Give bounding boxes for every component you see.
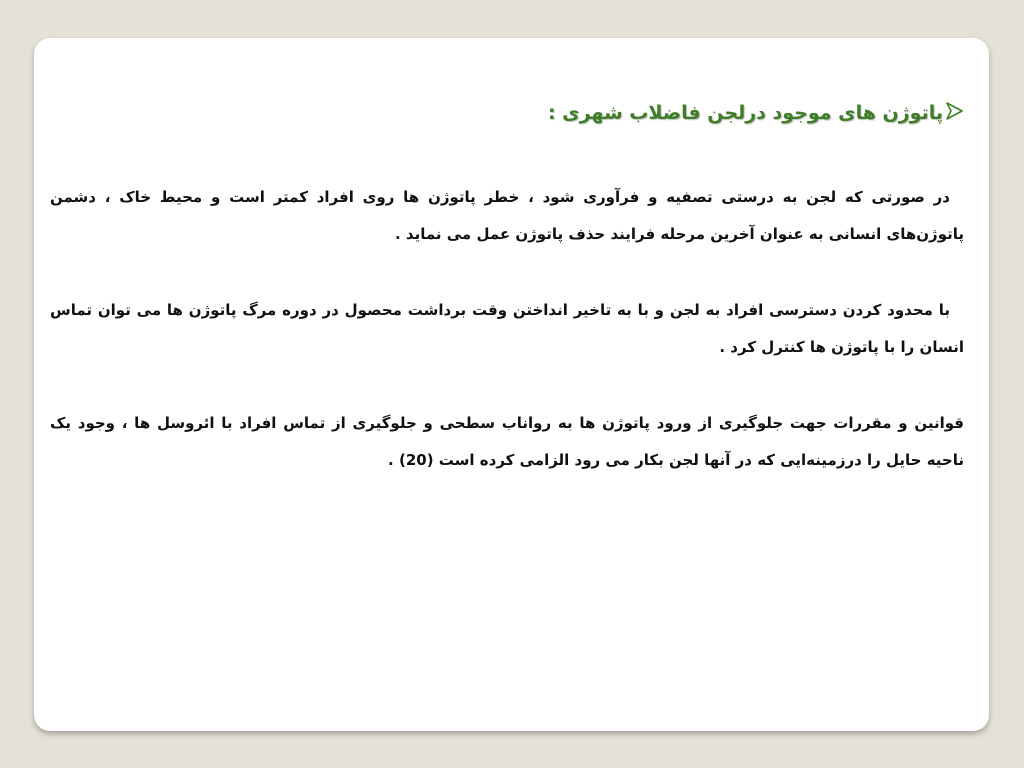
slide-panel xyxy=(34,38,989,731)
paragraph-3-text: قوانین و مقررات جهت جلوگیری از ورود پاتوژن ها به رواناب سطحی و جلوگیری از تماس افراد با ائروسل ها ، وجود یک ناحیه حایل را درزمینه‌ایی که در آنها لجن بکار می رود الزامی کرده است (20) . xyxy=(50,414,964,469)
slide-heading xyxy=(548,102,963,125)
arrow-bullet-icon xyxy=(945,102,963,125)
paragraph-1-text: در صورتی که لجن به درستی تصفیه و فرآوری شود ، خطر پاتوژن ها روی افراد کمتر است و محیط خاک ، دشمن پاتوژن‌های انسانی به عنوان آخرین مرحله فرایند حذف پاتوژن عمل می نماید . xyxy=(50,188,964,243)
paragraph-2 xyxy=(50,292,964,366)
heading-text: پاتوژن های موجود درلجن فاضلاب شهری : xyxy=(547,102,943,124)
paragraph-2-text: با محدود کردن دسترسی افراد به لجن و با به تاخیر انداختن وقت برداشت محصول در دوره مرگ پاتوژن ها می توان تماس انسان را با پاتوژن ها کنترل کرد . xyxy=(50,301,964,356)
paragraph-3 xyxy=(50,405,964,479)
paragraph-1 xyxy=(50,179,964,253)
